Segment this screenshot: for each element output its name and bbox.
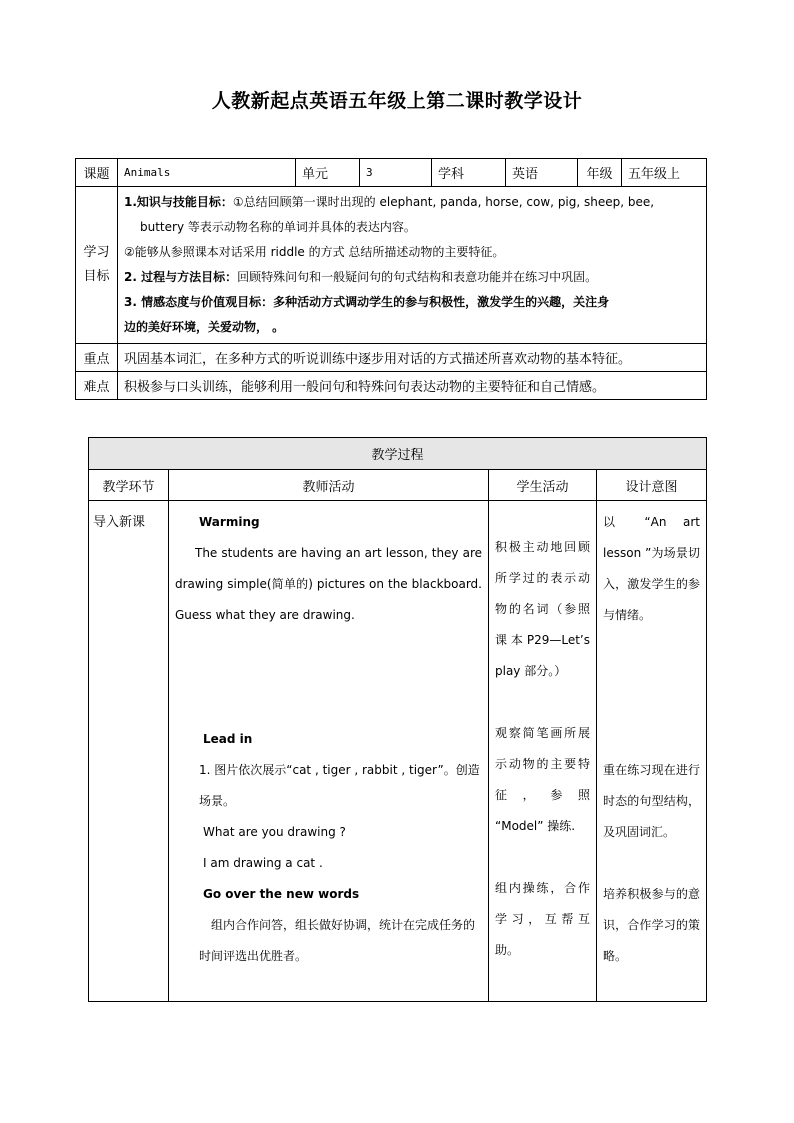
blank-line xyxy=(603,693,700,724)
example-answer: I am drawing a cat . xyxy=(203,856,323,870)
key-label: 重点 xyxy=(76,344,118,372)
blank-line xyxy=(603,848,700,879)
key-text: 巩固基本词汇，在多种方式的听说训练中逐步用对话的方式描述所喜欢动物的基本特征。 xyxy=(118,344,707,372)
unit-value: 3 xyxy=(360,159,432,187)
info-row-lesson xyxy=(76,159,707,187)
go-over-heading: Go over the new words xyxy=(203,887,360,901)
lesson-value: Animals xyxy=(118,159,296,187)
goal-2-text: 回顾特殊问句和一般疑问句的句式结构和表意功能并在练习中巩固。 xyxy=(237,270,598,284)
goal-3-line-1: 3. 情感态度与价值观目标：多种活动方式调动学生的参与积极性，激发学生的兴趣，关注身 xyxy=(124,295,610,309)
lead-in-heading: Lead in xyxy=(203,732,253,746)
header-intent: 设计意图 xyxy=(597,470,707,501)
goal-1 xyxy=(124,190,700,215)
warming-heading: Warming xyxy=(199,515,260,529)
goal-1b: ②能够从参照课本对话采用 riddle 的方式 总结所描述动物的主要特征。 xyxy=(124,245,505,259)
blank-line xyxy=(495,842,590,873)
subject-value: 英语 xyxy=(506,159,578,187)
blank-line xyxy=(495,687,590,718)
goal-2-heading: 2. 过程与方法目标： xyxy=(124,270,238,284)
grade-value: 五年级上 xyxy=(622,159,707,187)
difficulty-label: 难点 xyxy=(76,372,118,400)
grade-label: 年级 xyxy=(578,159,622,187)
lead-in-step-1: 1. 图片依次展示“cat , tiger , rabbit , tiger”。创造场景。 xyxy=(199,763,480,808)
lesson-label: 课题 xyxy=(76,159,118,187)
header-student: 学生活动 xyxy=(489,470,597,501)
blank-line xyxy=(603,631,700,662)
goal-1-heading: 1.知识与技能目标： xyxy=(124,195,233,209)
subject-label: 学科 xyxy=(432,159,506,187)
lesson-info-table xyxy=(75,158,707,400)
student-activity-2: 观察简笔画所展示动物的主要特征，参照 “Model” 操练. xyxy=(495,726,590,833)
blank-line xyxy=(175,662,482,693)
header-stage: 教学环节 xyxy=(89,470,169,501)
goal-1-text: ①总结回顾第一课时出现的 elephant, panda, horse, cow, pig, sheep, bee, xyxy=(232,195,655,209)
goal-1-continued: buttery 等表示动物名称的单词并具体的表达内容。 xyxy=(140,220,416,234)
teaching-process-table xyxy=(88,437,707,1002)
blank-line xyxy=(603,724,700,755)
goal-2 xyxy=(124,265,700,290)
info-row-goals xyxy=(76,187,707,344)
page-title: 人教新起点英语五年级上第二课时教学设计 xyxy=(211,90,583,112)
header-teacher: 教师活动 xyxy=(169,470,489,501)
teacher-activity-cell xyxy=(169,501,489,1002)
goals-label: 学习目标 xyxy=(76,187,118,344)
process-header-row xyxy=(89,470,707,501)
unit-label: 单元 xyxy=(296,159,360,187)
example-question: What are you drawing ? xyxy=(203,825,346,839)
student-activity-cell xyxy=(489,501,597,1002)
process-title: 教学过程 xyxy=(89,438,707,470)
warming-text: The students are having an art lesson, they are drawing simple(简单的) pictures on the blackboard. Guess what they are drawing. xyxy=(175,546,482,622)
difficulty-text: 积极参与口头训练，能够利用一般问句和特殊问句表达动物的主要特征和自己情感。 xyxy=(118,372,707,400)
info-row-key xyxy=(76,344,707,372)
process-title-row xyxy=(89,438,707,470)
info-row-difficulty xyxy=(76,372,707,400)
blank-line xyxy=(175,631,482,662)
stage-cell: 导入新课 xyxy=(89,501,169,1002)
intent-2: 重在练习现在进行时态的句型结构，及巩固词汇。 xyxy=(603,763,701,839)
goal-3-line-2: 边的美好环境，关爱动物， 。 xyxy=(124,320,285,334)
intent-1: 以 “An art lesson ”为场景切入，激发学生的参与情绪。 xyxy=(603,515,701,622)
blank-line xyxy=(175,693,482,724)
group-activity-text: 组内合作问答，组长做好协调，统计在完成任务的时间评选出优胜者。 xyxy=(199,918,476,963)
intent-3: 培养积极参与的意识，合作学习的策略。 xyxy=(603,887,701,963)
student-activity-3: 组内操练，合作学习，互帮互助。 xyxy=(495,881,590,957)
intent-cell xyxy=(597,501,707,1002)
blank-line xyxy=(603,662,700,693)
goals-content xyxy=(118,187,707,344)
student-activity-1: 积极主动地回顾所学过的表示动物的名词（参照课本P29—Let’s play 部分。） xyxy=(495,540,590,678)
process-row-intro xyxy=(89,501,707,1002)
